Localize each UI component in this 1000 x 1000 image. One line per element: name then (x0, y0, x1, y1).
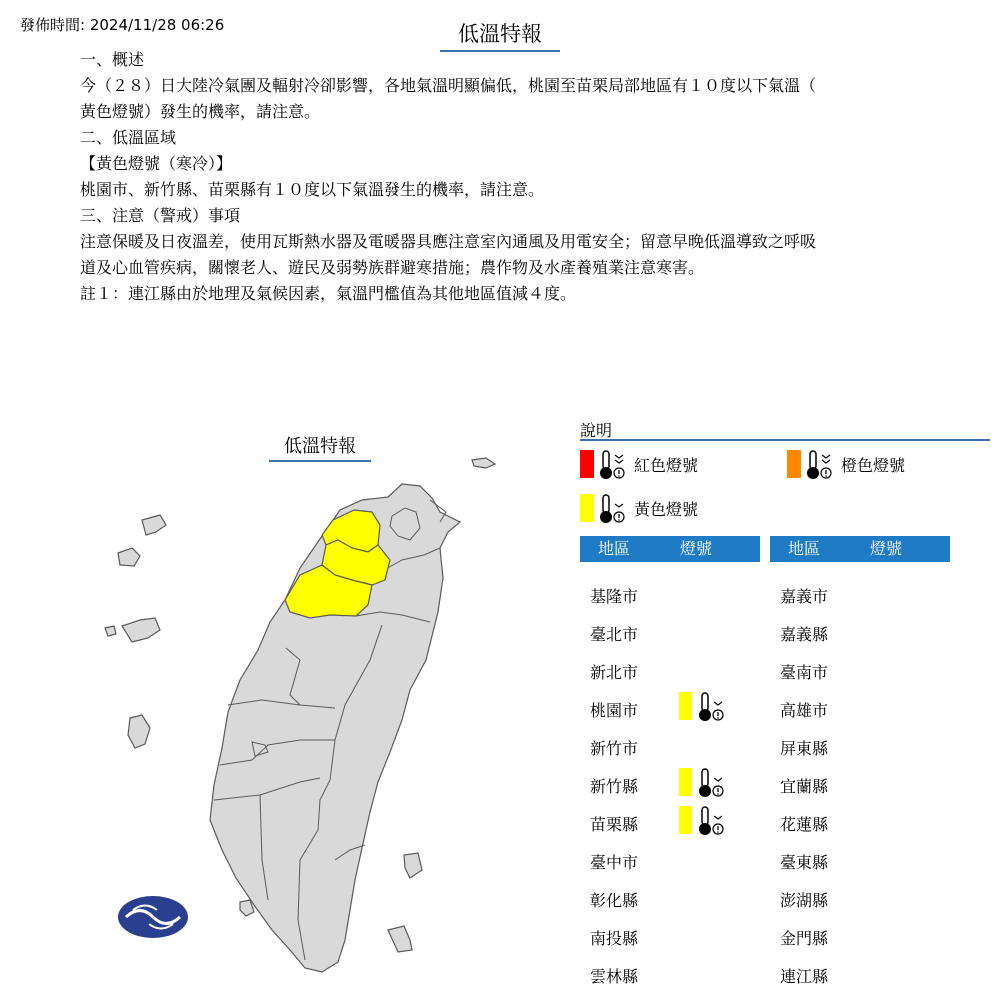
section-heading-cautions: 三、注意（警戒）事項 (80, 206, 241, 225)
column-header-signal: 燈號 (680, 539, 713, 558)
region-name: 屏東縣 (780, 739, 829, 758)
region-name: 雲林縣 (590, 967, 639, 986)
region-name: 彰化縣 (590, 891, 639, 910)
cwa-logo-icon (118, 896, 188, 938)
region-name: 新竹市 (590, 739, 639, 758)
region-name: 基隆市 (590, 587, 639, 606)
penghu-islands (128, 715, 150, 748)
kinmen-island (122, 618, 160, 642)
column-header-region: 地區 (598, 539, 631, 558)
region-name: 臺南市 (780, 663, 829, 682)
region-name: 高雄市 (780, 701, 829, 720)
section-heading-overview: 一、概述 (80, 50, 145, 69)
publish-time: 發佈時間: 2024/11/28 06:26 (20, 16, 225, 34)
region-name: 桃園市 (590, 701, 639, 720)
region-name: 宜蘭縣 (780, 777, 829, 796)
column-header-region: 地區 (788, 539, 821, 558)
thermometer-icon (598, 449, 626, 481)
yellow-signal-swatch (580, 494, 594, 522)
regions-text: 桃園市、新竹縣、苗栗縣有１０度以下氣溫發生的機率，請注意。 (80, 180, 545, 199)
cautions-text-line-2: 道及心血管疾病，關懷老人、遊民及弱勢族群避寒措施；農作物及水產養殖業注意寒害。 (80, 258, 705, 277)
overview-text-line-1: 今（２８）日大陸冷氣團及輻射冷卻影響，各地氣溫明顯偏低，桃園至苗栗局部地區有１０度以下氣溫（ (80, 76, 817, 95)
region-name: 嘉義縣 (780, 625, 829, 644)
yellow-signal-indicator (679, 806, 692, 834)
orchid-island (388, 926, 412, 952)
section-heading-regions: 二、低溫區域 (80, 128, 177, 147)
region-name: 臺北市 (590, 625, 639, 644)
overview-text-line-2: 黃色燈號）發生的機率，請注意。 (80, 102, 321, 121)
taiwan-map (95, 455, 505, 985)
cautions-text-line-1: 注意保暖及日夜溫差，使用瓦斯熱水器及電暖器具應注意室內通風及用電安全；留意早晚低溫導致之呼吸 (80, 232, 817, 251)
thermometer-icon (598, 493, 626, 525)
legend-title: 說明 (580, 421, 613, 440)
yellow-signal-label: 黃色燈號 (634, 500, 699, 519)
thermometer-icon (805, 449, 833, 481)
region-name: 臺中市 (590, 853, 639, 872)
region-name: 澎湖縣 (780, 891, 829, 910)
region-name: 嘉義市 (780, 587, 829, 606)
region-name: 新北市 (590, 663, 639, 682)
table-header-left (580, 536, 760, 562)
matsu-island-2 (118, 548, 140, 566)
pengjia-islet (472, 458, 495, 468)
thermometer-icon (697, 691, 725, 723)
yellow-signal-indicator (679, 692, 692, 720)
thermometer-icon (697, 767, 725, 799)
orange-signal-label: 橙色燈號 (841, 456, 906, 475)
region-name: 苗栗縣 (590, 815, 639, 834)
thermometer-icon (697, 805, 725, 837)
legend-divider (580, 439, 990, 441)
region-name: 金門縣 (780, 929, 829, 948)
region-name: 臺東縣 (780, 853, 829, 872)
yellow-signal-heading: 【黃色燈號（寒冷）】 (80, 154, 233, 173)
region-name: 新竹縣 (590, 777, 639, 796)
matsu-island-1 (142, 515, 166, 535)
column-header-signal: 燈號 (870, 539, 903, 558)
note-text: 註１：連江縣由於地理及氣候因素，氣溫門檻值為其他地區值減４度。 (80, 284, 577, 303)
yellow-signal-indicator (679, 768, 692, 796)
page-title: 低溫特報 (440, 18, 560, 52)
green-island (404, 853, 422, 878)
region-name: 南投縣 (590, 929, 639, 948)
red-signal-swatch (580, 450, 594, 478)
map-title: 低溫特報 (269, 432, 371, 462)
table-header-right (770, 536, 950, 562)
region-name: 連江縣 (780, 967, 829, 986)
kinmen-islet (105, 626, 116, 636)
region-name: 花蓮縣 (780, 815, 829, 834)
red-signal-label: 紅色燈號 (634, 456, 699, 475)
orange-signal-swatch (787, 450, 801, 478)
